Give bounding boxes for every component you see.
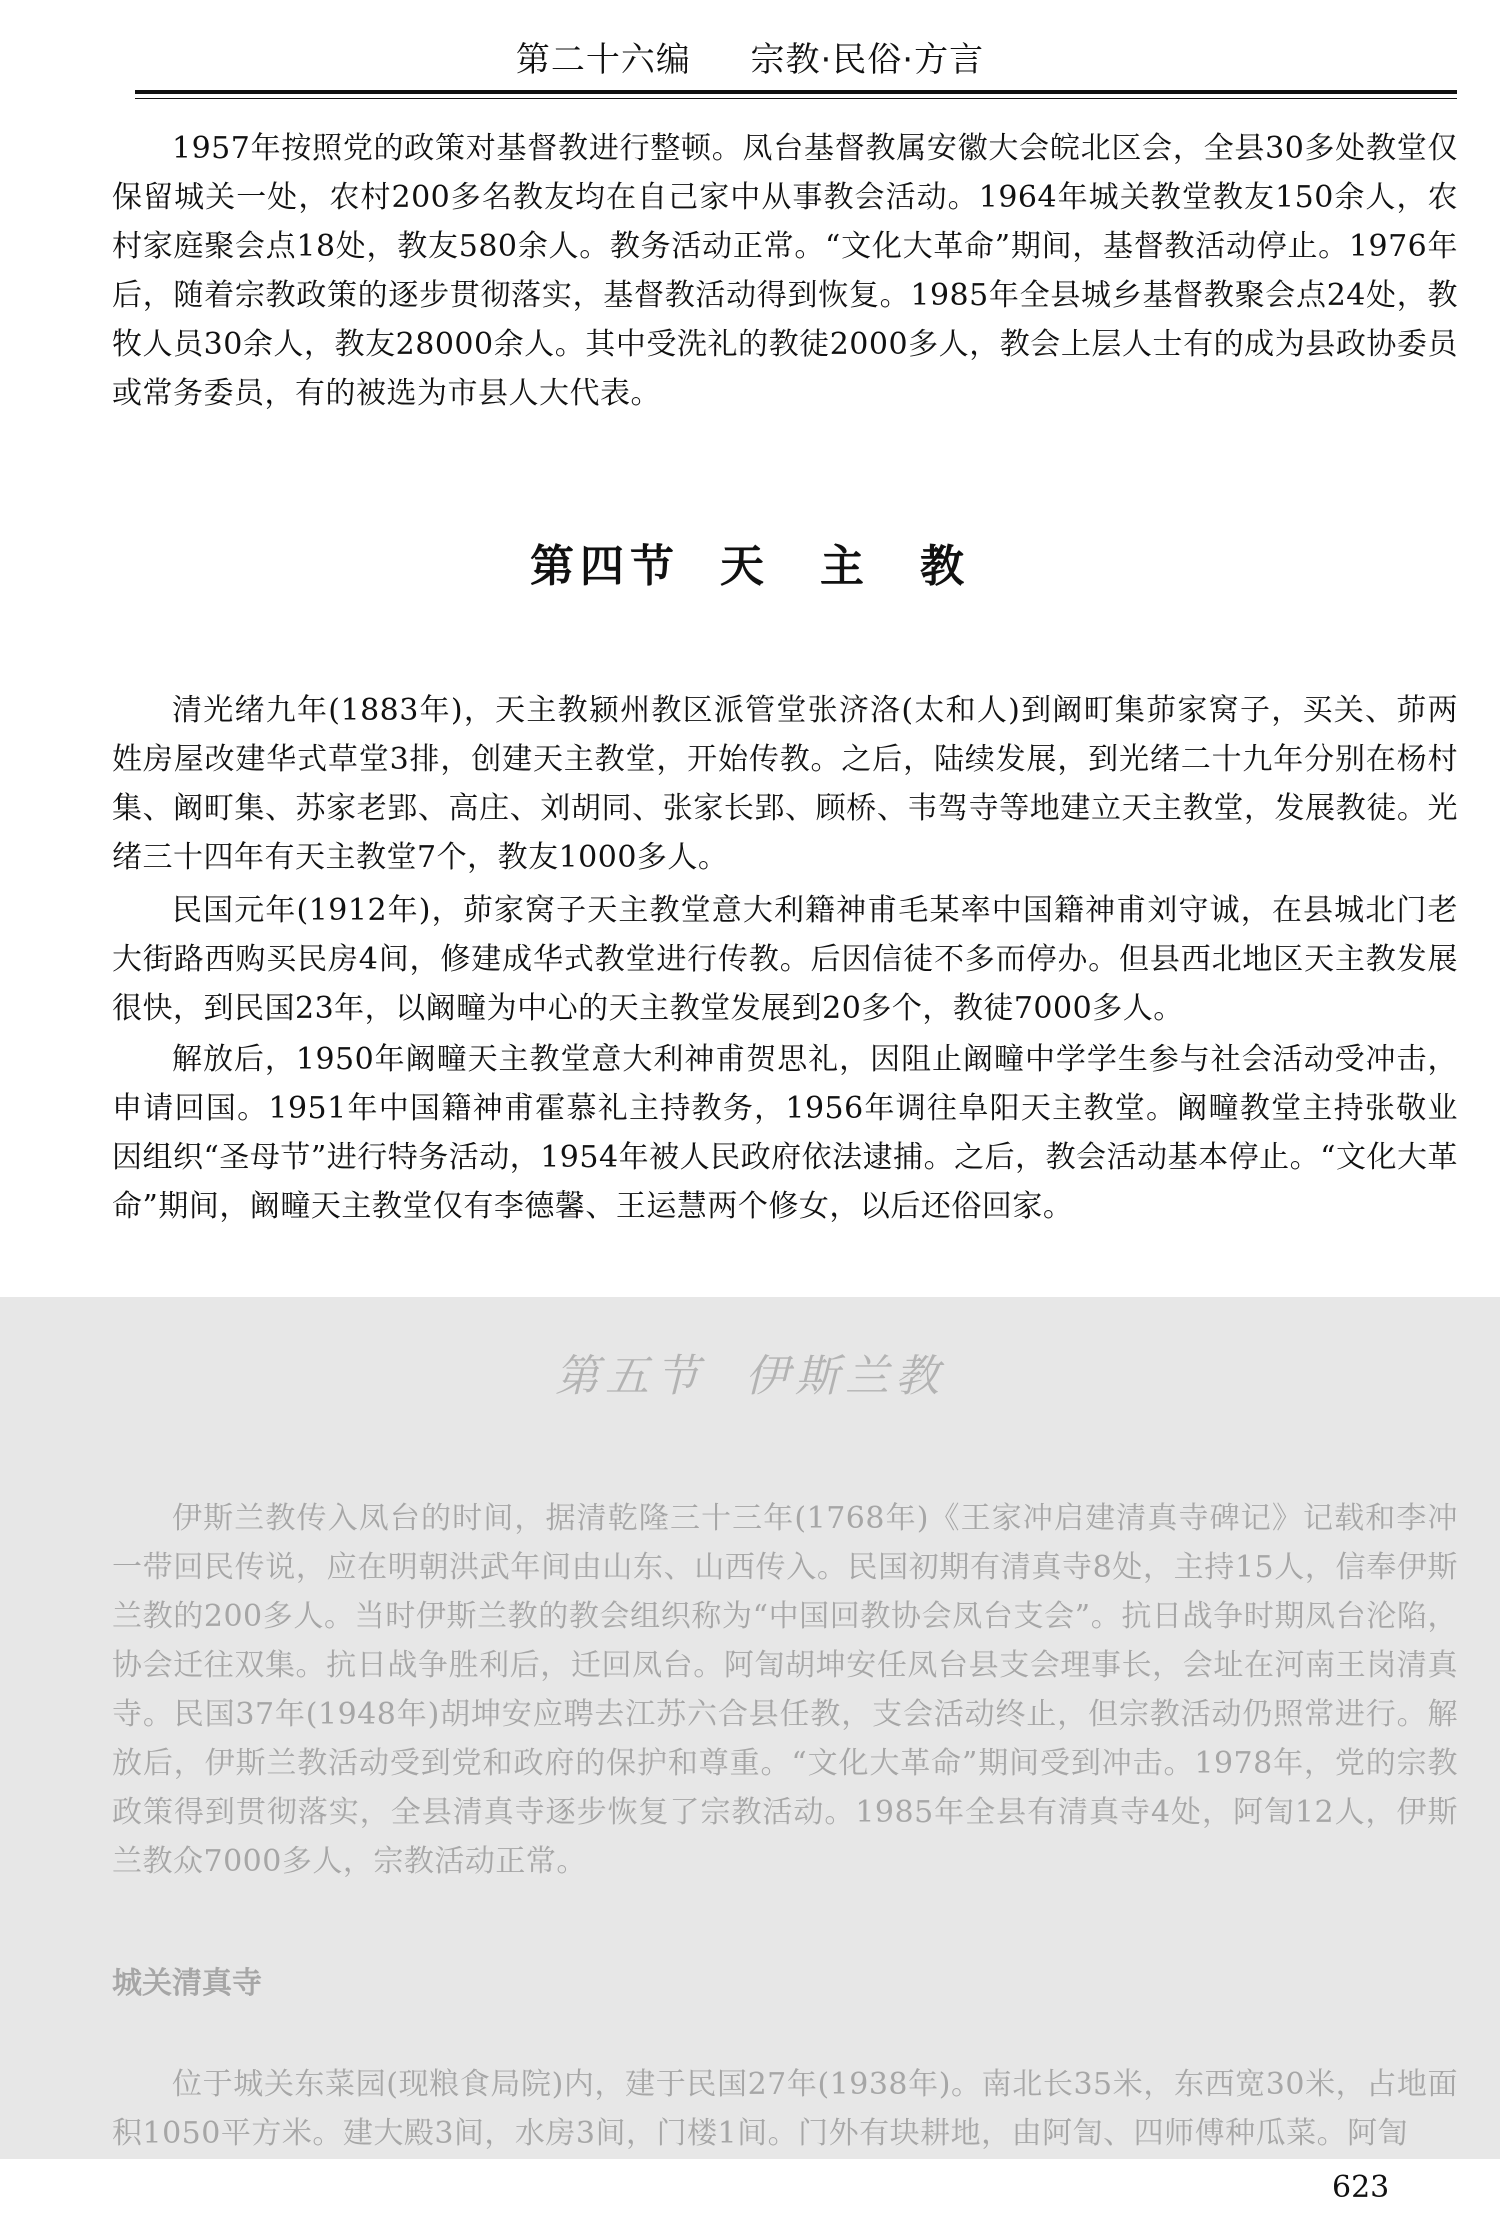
christianity-paragraph: 1957年按照党的政策对基督教进行整顿。凤台基督教属安徽大会皖北区会，全县30多处教堂仅保留城关一处，农村200多名教友均在自己家中从事教会活动。1964年城关教堂教友150余人，农村家庭聚会点18处，教友580余人。教务活动正常。“文化大革命”期间，基督教活动停止。1976年后，随着宗教政策的逐步贯彻落实，基督教活动得到恢复。1985年全县城乡基督教聚会点24处，教牧人员30余人，教友28000余人。其中受洗礼的教徒2000多人，教会上层人士有的成为县政协委员或常务委员，有的被选为市县人大代表。 [112,131,1458,411]
section-5-name: 伊斯兰教 [745,1351,945,1402]
mosque-paragraph: 位于城关东菜园(现粮食局院)内，建于民国27年(1938年)。南北长35米，东西宽30米，占地面积1050平方米。建大殿3间，水房3间，门楼1间。门外有块耕地，由阿訇、四师傅种瓜菜。阿訇 [112,2067,1458,2151]
section-5-number: 第五节 [555,1351,705,1402]
page-number: 623 [1332,2170,1390,2205]
section-4-paragraph-2: 民国元年(1912年)，茆家窝子天主教堂意大利籍神甫毛某率中国籍神甫刘守诚，在县城北门老大街路西购买民房4间，修建成华式教堂进行传教。后因信徒不多而停办。但县西北地区天主教发展很快，到民国23年，以阚疃为中心的天主教堂发展到20多个，教徒7000多人。 [112,893,1458,1026]
section-4-number: 第四节 [530,541,680,592]
section-4-paragraph-3: 解放后，1950年阚疃天主教堂意大利神甫贺思礼，因阻止阚疃中学学生参与社会活动受冲击，申请回国。1951年中国籍神甫霍慕礼主持教务，1956年调往阜阳天主教堂。阚疃教堂主持张敬业因组织“圣母节”进行特务活动，1954年被人民政府依法逮捕。之后，教会活动基本停止。“文化大革命”期间，阚疃天主教堂仅有李德馨、王运慧两个修女，以后还俗回家。 [112,1042,1458,1224]
running-header [0,30,1500,90]
header-rule-thick [135,90,1457,94]
mosque-subheading: 城关清真寺 [112,1966,262,2001]
section-5-paragraph: 伊斯兰教传入凤台的时间，据清乾隆三十三年(1768年)《王家冲启建清真寺碑记》记载和李冲一带回民传说，应在明朝洪武年间由山东、山西传入。民国初期有清真寺8处，主持15人，信奉伊斯兰教的200多人。当时伊斯兰教的教会组织称为“中国回教协会凤台支会”。抗日战争时期凤台沦陷，协会迁往双集。抗日战争胜利后，迁回凤台。阿訇胡坤安任凤台县支会理事长，会址在河南王岗清真寺。民国37年(1948年)胡坤安应聘去江苏六合县任教，支会活动终止，但宗教活动仍照常进行。解放后，伊斯兰教活动受到党和政府的保护和尊重。“文化大革命”期间受到冲击。1978年，党的宗教政策得到贯彻落实，全县清真寺逐步恢复了宗教活动。1985年全县有清真寺4处，阿訇12人，伊斯兰教众7000多人，宗教活动正常。 [112,1501,1458,1879]
section-4-name: 天 主 教 [720,541,970,592]
header-chapter: 第二十六编 [515,40,691,80]
section-4-paragraph-1: 清光绪九年(1883年)，天主教颍州教区派管堂张济洛(太和人)到阚町集茆家窝子，买关、茆两姓房屋改建华式草堂3排，创建天主教堂，开始传教。之后，陆续发展，到光绪二十九年分别在杨村集、阚町集、苏家老郢、高庄、刘胡同、张家长郢、顾桥、韦驾寺等地建立天主教堂，发展教徒。光绪三十四年有天主教堂7个，教友1000多人。 [112,693,1458,875]
section-5-title [0,1340,1500,1404]
header-rule-thin [135,98,1457,99]
section-4-title [0,530,1500,594]
header-topics: 宗教·民俗·方言 [750,40,985,80]
